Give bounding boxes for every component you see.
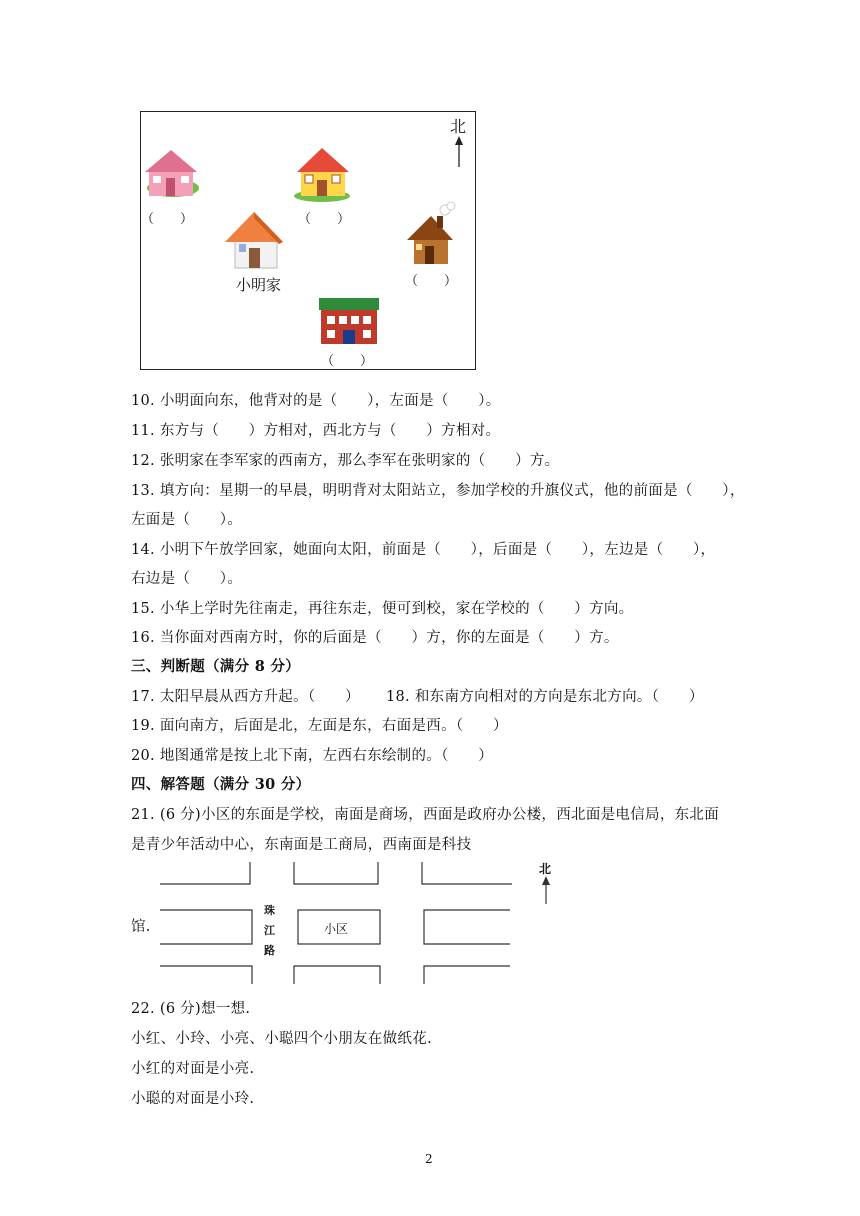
- street-grid-figure: [158, 858, 568, 988]
- direction-map-figure: [140, 111, 476, 370]
- question-11: 11. 东方与（ ）方相对，西北方与（ ）方相对。: [131, 423, 501, 439]
- question-14-line2: 右边是（ ）。: [131, 571, 243, 587]
- north-arrow-2-head-icon: [542, 876, 550, 885]
- question-22-line2: 小红、小玲、小亮、小聪四个小朋友在做纸花.: [131, 1031, 432, 1047]
- blank-school: （ ）: [321, 354, 374, 369]
- blank-brown-house: （ ）: [405, 274, 458, 289]
- question-22-line3: 小红的对面是小亮.: [131, 1061, 255, 1077]
- xiaoming-house-icon: [225, 212, 283, 268]
- section-3-heading: 三、判断题（满分 8 分）: [131, 658, 301, 675]
- direction-map-svg: [141, 112, 474, 368]
- street-grid-svg: [158, 858, 568, 988]
- question-21-line1: 21. (6 分)小区的东面是学校，南面是商场，西面是政府办公楼，西北面是电信局，东北面: [131, 807, 720, 823]
- road-char-3: 路: [264, 944, 275, 957]
- question-21-line2: 是青少年活动中心，东南面是工商局，西南面是科技: [131, 837, 472, 853]
- school-building-icon: [319, 298, 379, 344]
- question-10: 10. 小明面向东，他背对的是（ ），左面是（ ）。: [131, 393, 501, 409]
- page-number: 2: [425, 1152, 433, 1166]
- yellow-house-icon: [294, 148, 350, 202]
- north-label: 北: [450, 117, 467, 136]
- question-14-line1: 14. 小明下午放学回家，她面向太阳，前面是（ ），后面是（ ），左边是（ ），: [131, 542, 716, 558]
- question-15: 15. 小华上学时先往南走，再往东走，便可到校，家在学校的（ ）方向。: [131, 601, 634, 617]
- north-label-2: 北: [539, 862, 552, 876]
- question-20: 20. 地图通常是按上北下南，左西右东绘制的。（ ）: [131, 748, 494, 764]
- xiaoming-home-label: 小明家: [236, 276, 282, 294]
- blank-pink-house: （ ）: [141, 212, 194, 227]
- question-22-line1: 22. (6 分)想一想.: [131, 1001, 251, 1017]
- blank-yellow-house: （ ）: [298, 212, 351, 227]
- brown-house-icon: [407, 202, 455, 264]
- community-label: 小区: [324, 922, 349, 936]
- pink-house-icon: [145, 150, 199, 197]
- question-16: 16. 当你面对西南方时，你的后面是（ ）方，你的左面是（ ）方。: [131, 630, 619, 646]
- question-21-line3: 馆.: [131, 919, 151, 935]
- question-17: 17. 太阳早晨从西方升起。（ ）: [131, 689, 360, 705]
- question-19: 19. 面向南方，后面是北，左面是东，右面是西。（ ）: [131, 718, 508, 734]
- road-char-2: 江: [264, 924, 275, 937]
- question-18: 18. 和东南方向相对的方向是东北方向。（ ）: [386, 689, 704, 705]
- question-13-line1: 13. 填方向：星期一的早晨，明明背对太阳站立，参加学校的升旗仪式，他的前面是（ ），: [131, 483, 745, 499]
- section-4-heading: 四、解答题（满分 30 分）: [131, 776, 311, 793]
- question-12: 12. 张明家在李军家的西南方，那么李军在张明家的（ ）方。: [131, 453, 560, 469]
- north-arrow-head-icon: [455, 136, 463, 145]
- road-char-1: 珠: [264, 904, 275, 917]
- question-22-line4: 小聪的对面是小玲.: [131, 1091, 255, 1107]
- question-13-line2: 左面是（ ）。: [131, 512, 243, 528]
